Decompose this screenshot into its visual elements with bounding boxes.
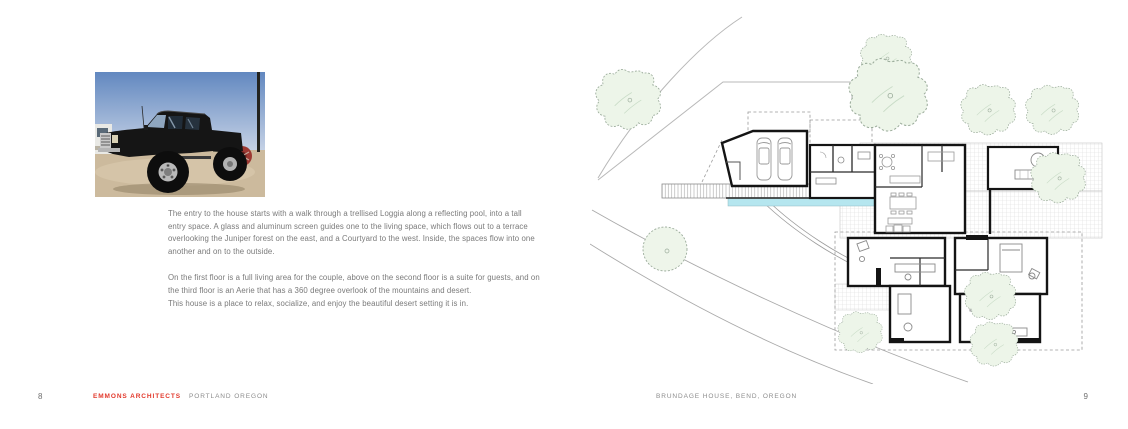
paragraph-2-line-2: This house is a place to relax, socialize, and enjoy the beautiful desert setting it is in. [168, 298, 469, 308]
footer-brand: EMMONS ARCHITECTS [93, 393, 182, 400]
tree [643, 227, 687, 271]
project-description [168, 208, 540, 318]
tree [838, 312, 882, 353]
tree [1026, 85, 1079, 134]
tree [965, 272, 1016, 319]
tree [849, 59, 927, 131]
site-plan [590, 12, 1112, 384]
truck-photo-art [95, 72, 265, 197]
paragraph-1: The entry to the house starts with a walk through a trellised Loggia along a reflecting pool, into a tall entry space. A glass and aluminum screen guides one to the living space, which flows out to a terrace overlooking the Juniper forest on the east, and a Courtyard to the west. Inside, the spaces flow into one another and on to the outside. [168, 209, 535, 256]
page-number-right: 9 [1083, 392, 1088, 401]
page-number-left: 8 [38, 392, 43, 401]
tree [961, 85, 1015, 135]
footer-location: PORTLAND OREGON [189, 393, 269, 400]
footer-caption: BRUNDAGE HOUSE, BEND, OREGON [656, 393, 798, 400]
living-wing [875, 145, 965, 233]
footer-left [93, 393, 269, 405]
pole [257, 72, 260, 152]
court-grid [835, 284, 897, 310]
entry-block [810, 145, 875, 198]
reflecting-pool [726, 198, 877, 206]
paragraph-2-line-1: On the first floor is a full living area for the couple, above on the second floor is a suite for guests, and on the third floor is an Aerie that has a 360 degree overlook of the mountains and desert. [168, 273, 540, 295]
garage [722, 131, 807, 186]
truck-photo [95, 72, 265, 197]
tree [596, 69, 661, 129]
tree [1031, 153, 1085, 203]
footer-right [656, 393, 797, 405]
tree [970, 322, 1018, 366]
